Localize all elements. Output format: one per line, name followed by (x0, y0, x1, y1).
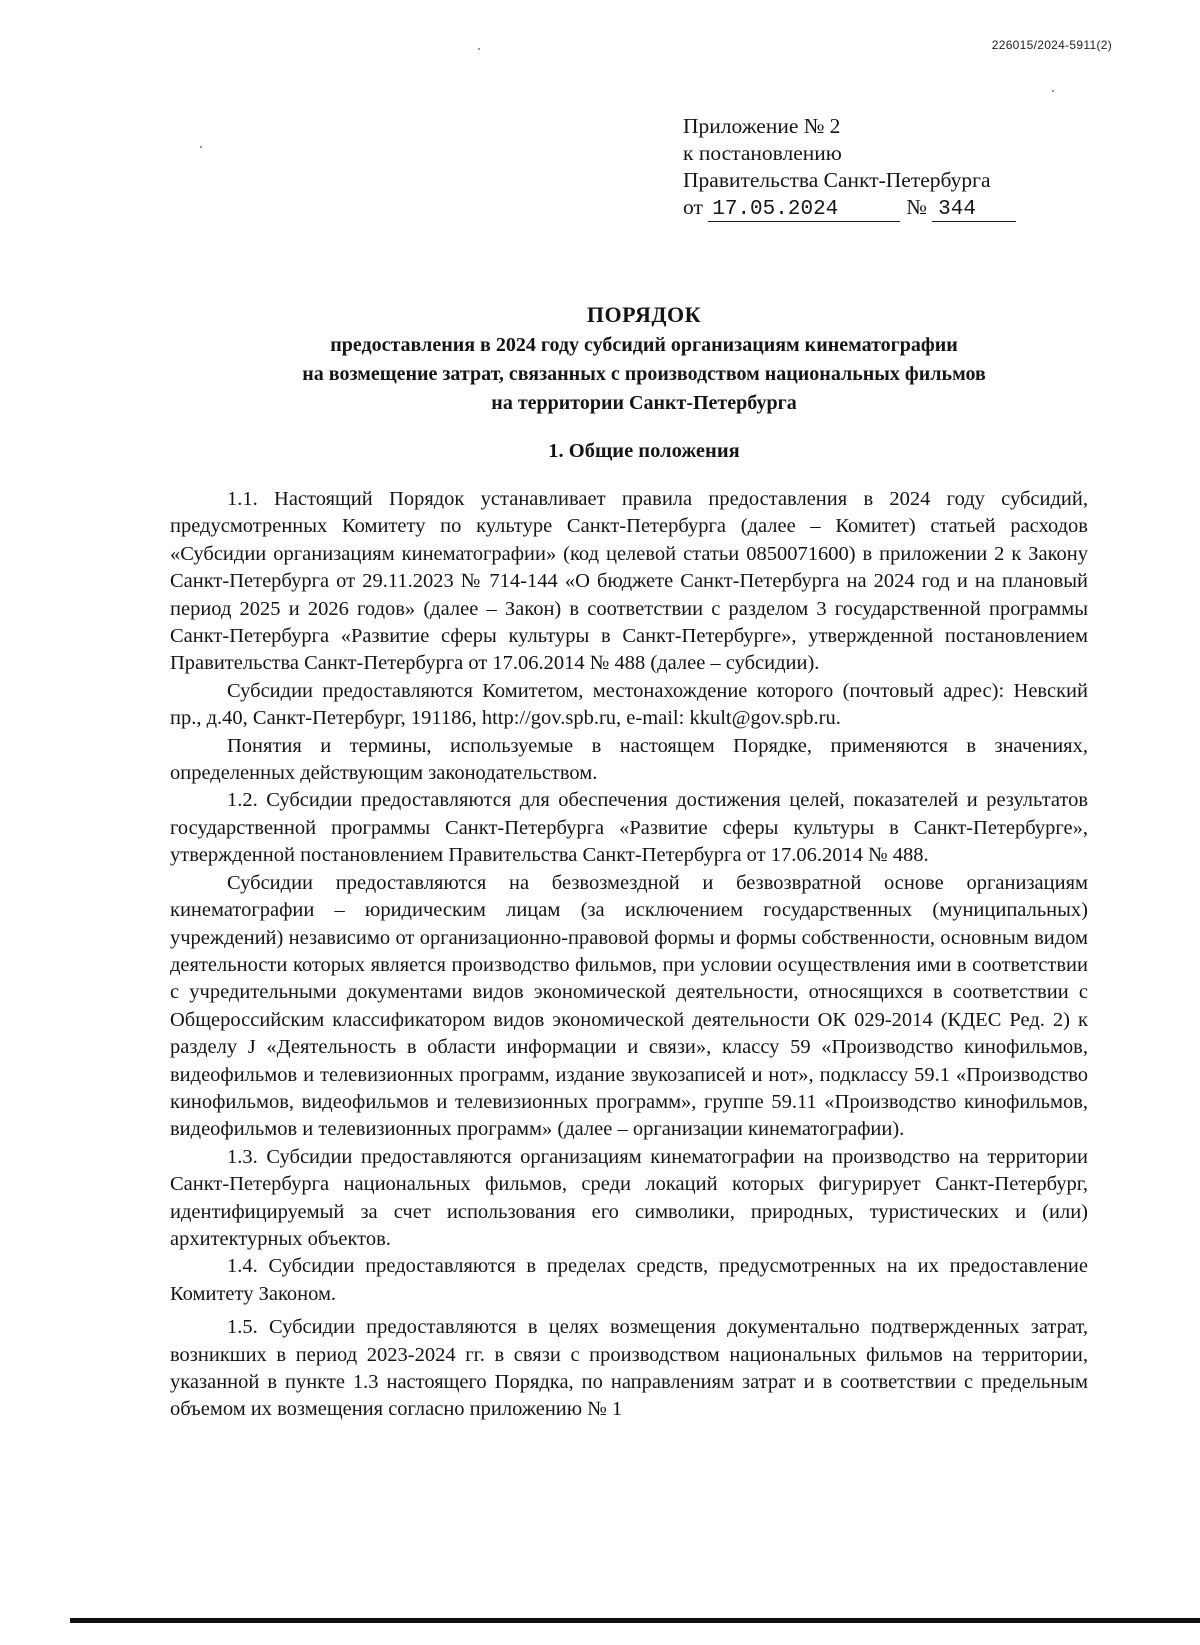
paragraph-1-4: 1.4. Субсидии предоставляются в пределах средств, предусмотренных на их предоставление Комитету Законом. (170, 1255, 1088, 1305)
paragraph-1-5: 1.5. Субсидии предоставляются в целях возмещения документально подтвержденных затрат, возникших в период 2023-2024 гг. в связи с производством национальных фильмов на территории, указанной в пункте 1.3 настоящего Порядка, по направлениям затрат и в соответствии с предельным объемом их возмещения согласно приложению № 1 (170, 1316, 1088, 1421)
scan-speck (478, 48, 480, 50)
annex-reference-block (683, 113, 1016, 222)
paragraph-committee-address: Субсидии предоставляются Комитетом, местонахождение которого (почтовый адрес): Невский пр., д.40, Санкт-Петербург, 191186, http://gov.spb.ru, e-mail: kkult@gov.spb.ru. (170, 679, 1088, 730)
section-body (170, 486, 1088, 1424)
paragraph-1-1: 1.1. Настоящий Порядок устанавливает правила предоставления в 2024 году субсидий, предусмотренных Комитету по культуре Санкт-Петербурга (далее – Комитет) статьей расходов «Субсидии организациям кинематографии» (код целевой статьи 0850071600) в приложении 2 к Закону Санкт-Петербурга от 29.11.2023 № 714-144 «О бюджете Санкт-Петербурга на 2024 год и на плановый период 2025 и 2026 годов» (далее – Закон) в соответствии с разделом 3 государственной программы Санкт-Петербурга «Развитие сферы культуры в Санкт-Петербурге», утвержденной постановлением Правительства Санкт-Петербурга от 17.06.2014 № 488 (далее – субсидии). (170, 488, 1088, 675)
paragraph-recipients: Субсидии предоставляются на безвозмездной и безвозвратной основе организациям кинематографии – юридическим лицам (за исключением государственных (муниципальных) учреждений) независимо от организационно-правовой формы и формы собственности, основным видом деятельности которых является производство фильмов, при условии осуществления ими в соответствии с учредительными документами видов экономической деятельности, относящихся в соответствии с Общероссийским классификатором видов экономической деятельности ОК 029-2014 (КДЕС Ред. 2) к разделу J «Деятельность в области информации и связи», классу 59 «Производство кинофильмов, видеофильмов и телевизионных программ, издание звукозаписей и нот», подклассу 59.1 «Производство кинофильмов, видеофильмов и телевизионных программ», группе 59.11 «Производство кинофильмов, видеофильмов и телевизионных программ» (далее – организации кинематографии). (170, 871, 1088, 1141)
scan-speck (1052, 90, 1054, 92)
document-subtitle-line-3: на территории Санкт-Петербурга (491, 392, 797, 414)
document-subtitle-line-2: на возмещение затрат, связанных с производством национальных фильмов (302, 363, 986, 385)
scan-speck (200, 146, 202, 148)
document-subtitle-line-1: предоставления в 2024 году субсидий организациям кинематографии (330, 334, 958, 356)
annex-line-government: Правительства Санкт-Петербурга (683, 168, 991, 192)
section-heading: 1. Общие положения (548, 440, 740, 462)
scan-edge-border (70, 1618, 1200, 1623)
annex-line-resolution: к постановлению (683, 141, 842, 165)
paragraph-1-2: 1.2. Субсидии предоставляются для обеспечения достижения целей, показателей и результатов государственной программы Санкт-Петербурга «Развитие сферы культуры в Санкт-Петербурге», утвержденной постановлением Правительства Санкт-Петербурга от 17.06.2014 № 488. (170, 789, 1088, 867)
annex-line-number: Приложение № 2 (683, 114, 841, 138)
annex-line-date-number (683, 194, 1016, 222)
annex-date-value: 17.05.2024 (708, 199, 900, 222)
annex-date-prefix: от (683, 195, 703, 219)
document-registration-number: 226015/2024-5911(2) (991, 38, 1112, 52)
annex-number-prefix: № (906, 195, 927, 219)
annex-number-value: 344 (932, 199, 1016, 222)
paragraph-terms: Понятия и термины, используемые в настоящем Порядке, применяются в значениях, определенных действующим законодательством. (170, 734, 1088, 785)
paragraph-1-3: 1.3. Субсидии предоставляются организациям кинематографии на производство на территории Санкт-Петербурга национальных фильмов, среди локаций которых фигурирует Санкт-Петербург, идентифицируемый за счет использования его символики, природных, туристических и (или) архитектурных объектов. (170, 1145, 1088, 1250)
document-title-block (170, 300, 1118, 417)
document-title: ПОРЯДОК (586, 302, 702, 327)
